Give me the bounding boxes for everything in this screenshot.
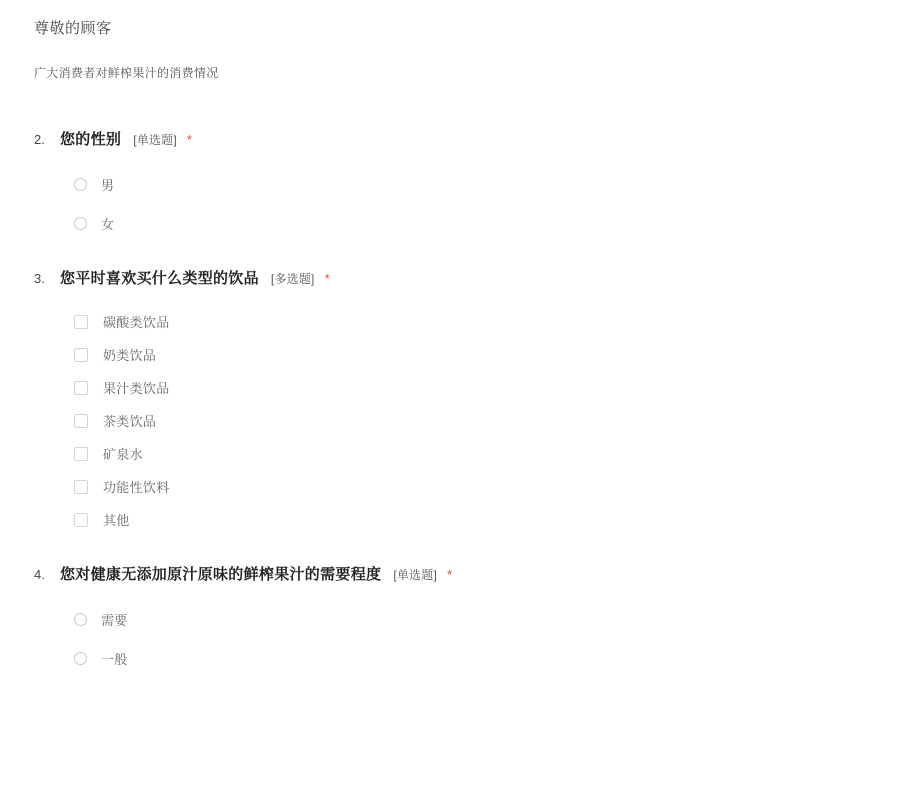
option-list bbox=[34, 312, 866, 529]
option-row[interactable] bbox=[74, 312, 866, 331]
radio-icon[interactable] bbox=[74, 652, 87, 665]
checkbox-icon[interactable] bbox=[74, 414, 88, 428]
checkbox-icon[interactable] bbox=[74, 315, 88, 329]
question-type-label: [单选题] bbox=[393, 568, 437, 582]
option-label: 其他 bbox=[103, 513, 130, 528]
option-row[interactable] bbox=[74, 345, 866, 364]
option-label: 果汁类饮品 bbox=[103, 381, 170, 396]
checkbox-icon[interactable] bbox=[74, 381, 88, 395]
question-number: 2. bbox=[34, 132, 45, 147]
question-type-label: [单选题] bbox=[133, 133, 177, 147]
option-label: 一般 bbox=[101, 652, 128, 667]
option-row[interactable] bbox=[74, 214, 866, 233]
survey-header bbox=[0, 0, 900, 82]
question-title: 您的性别 bbox=[60, 131, 122, 148]
survey-description: 广大消费者对鲜榨果汁的消费情况 bbox=[34, 66, 219, 80]
option-row[interactable] bbox=[74, 477, 866, 496]
checkbox-icon[interactable] bbox=[74, 348, 88, 362]
option-row[interactable] bbox=[74, 411, 866, 430]
option-label: 茶类饮品 bbox=[103, 414, 157, 429]
question-title: 您对健康无添加原汁原味的鲜榨果汁的需要程度 bbox=[60, 566, 382, 583]
option-row[interactable] bbox=[74, 378, 866, 397]
option-row[interactable] bbox=[74, 510, 866, 529]
required-asterisk: * bbox=[186, 132, 192, 147]
question-block-drink-types bbox=[0, 267, 900, 529]
question-number: 3. bbox=[34, 271, 45, 286]
radio-icon[interactable] bbox=[74, 217, 87, 230]
option-list bbox=[34, 610, 866, 668]
question-title: 您平时喜欢买什么类型的饮品 bbox=[60, 270, 259, 287]
option-label: 奶类饮品 bbox=[103, 348, 157, 363]
option-row[interactable] bbox=[74, 175, 866, 194]
option-label: 男 bbox=[101, 178, 115, 193]
question-block-gender bbox=[0, 128, 900, 233]
radio-icon[interactable] bbox=[74, 613, 87, 626]
option-label: 碳酸类饮品 bbox=[103, 315, 170, 330]
checkbox-icon[interactable] bbox=[74, 513, 88, 527]
question-header bbox=[34, 563, 866, 584]
option-row[interactable] bbox=[74, 610, 866, 629]
required-asterisk: * bbox=[446, 567, 453, 582]
option-row[interactable] bbox=[74, 649, 866, 668]
required-asterisk: * bbox=[324, 271, 330, 286]
question-header bbox=[34, 267, 866, 288]
option-label: 女 bbox=[101, 217, 115, 232]
option-list bbox=[34, 175, 866, 233]
question-header bbox=[34, 128, 866, 149]
question-number: 4. bbox=[34, 567, 45, 582]
question-list bbox=[0, 128, 900, 668]
checkbox-icon[interactable] bbox=[74, 480, 88, 494]
page-title: 尊敬的顾客 bbox=[34, 20, 112, 37]
option-row[interactable] bbox=[74, 444, 866, 463]
option-label: 需要 bbox=[101, 613, 128, 628]
question-type-label: [多选题] bbox=[270, 272, 315, 286]
radio-icon[interactable] bbox=[74, 178, 87, 191]
option-label: 矿泉水 bbox=[103, 447, 143, 462]
option-label: 功能性饮料 bbox=[103, 480, 170, 495]
question-block-juice-need bbox=[0, 563, 900, 668]
checkbox-icon[interactable] bbox=[74, 447, 88, 461]
